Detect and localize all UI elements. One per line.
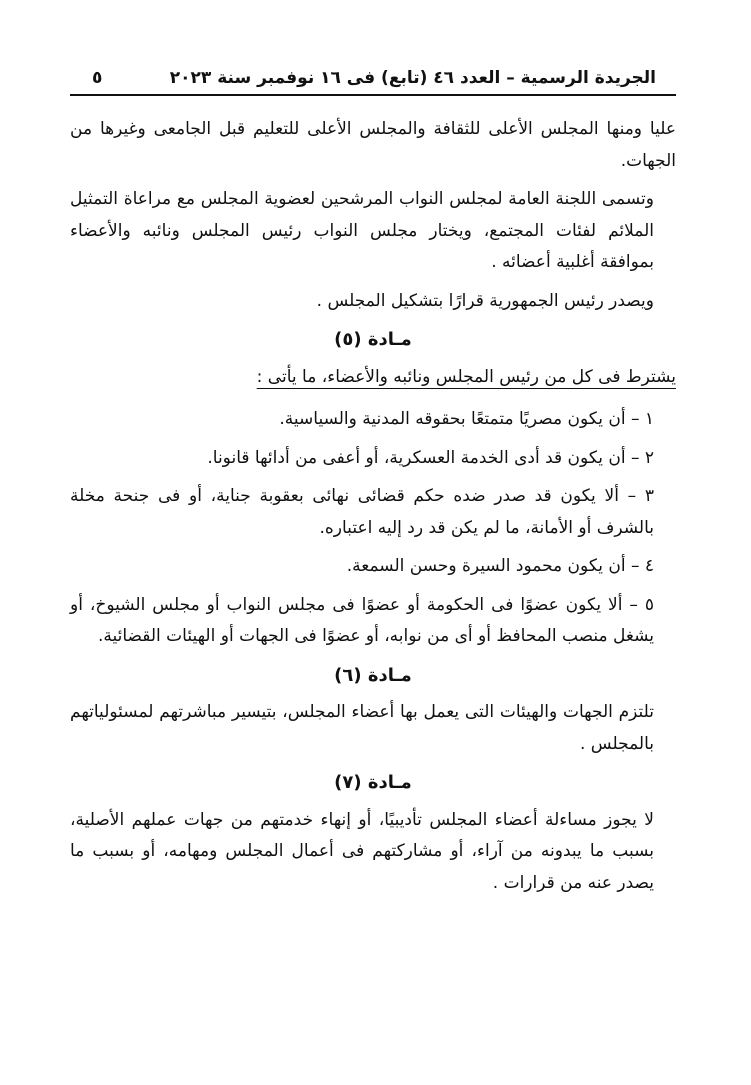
article-7-heading: مـادة (٧) (334, 772, 412, 793)
paragraph-nominations: وتسمى اللجنة العامة لمجلس النواب المرشحين لعضوية المجلس مع مراعاة التمثيل الملائم لفئات المجتمع، ويختار مجلس النواب رئيس المجلس ونائبه والأعضاء بموافقة أغلبية أعضائه . (70, 189, 654, 272)
article-7-text: لا يجوز مساءلة أعضاء المجلس تأديبيًا، أو إنهاء خدمتهم من جهات عملهم الأصلية، بسبب ما يبدونه من آراء، أو مشاركتهم فى أعمال المجلس ومهامه، أو بسبب ما يصدر عنه من قرارات . (70, 809, 654, 893)
gazette-page (70, 58, 676, 906)
header-title: الجريدة الرسمية – العدد ٤٦ (تابع) فى ١٦ نوفمبر سنة ٢٠٢٣ (169, 68, 656, 88)
article-5-item: ٥ – ألا يكون عضوًا فى الحكومة أو عضوًا فى مجلس النواب أو مجلس الشيوخ، أو يشغل منصب المحافظ أو أى من نوابه، أو عضوًا فى الجهات أو الهيئات القضائية. (70, 594, 654, 646)
page-header (70, 58, 676, 94)
article-5-item: ٣ – ألا يكون قد صدر ضده حكم قضائى نهائى بعقوبة جناية، أو فى جنحة مخلة بالشرف أو الأمانة، ما لم يكن قد رد إليه اعتباره. (70, 486, 654, 538)
article-6-text: تلتزم الجهات والهيئات التى يعمل بها أعضاء المجلس، بتيسير مباشرتهم لمسئولياتهم بالمجلس . (70, 702, 654, 754)
paragraph-presidential-decree: ويصدر رئيس الجمهورية قرارًا بتشكيل المجلس . (316, 290, 654, 311)
paragraph-bodies-continued: عليا ومنها المجلس الأعلى للثقافة والمجلس الأعلى للتعليم قبل الجامعى وغيرها من الجهات. (70, 119, 676, 171)
article-5-item: ٢ – أن يكون قد أدى الخدمة العسكرية، أو أعفى من أدائها قانونا. (207, 447, 654, 468)
article-5-item: ١ – أن يكون مصريًا متمتعًا بحقوقه المدنية والسياسية. (279, 409, 654, 429)
article-6-heading: مـادة (٦) (334, 664, 412, 686)
document-body (70, 114, 676, 899)
article-5-item: ٤ – أن يكون محمود السيرة وحسن السمعة. (346, 556, 654, 576)
page-number: ٥ (92, 68, 103, 88)
header-rule (70, 94, 676, 96)
article-5-intro: يشترط فى كل من رئيس المجلس ونائبه والأعضاء، ما يأتى : (256, 366, 676, 387)
article-5-heading: مـادة (٥) (334, 329, 412, 350)
